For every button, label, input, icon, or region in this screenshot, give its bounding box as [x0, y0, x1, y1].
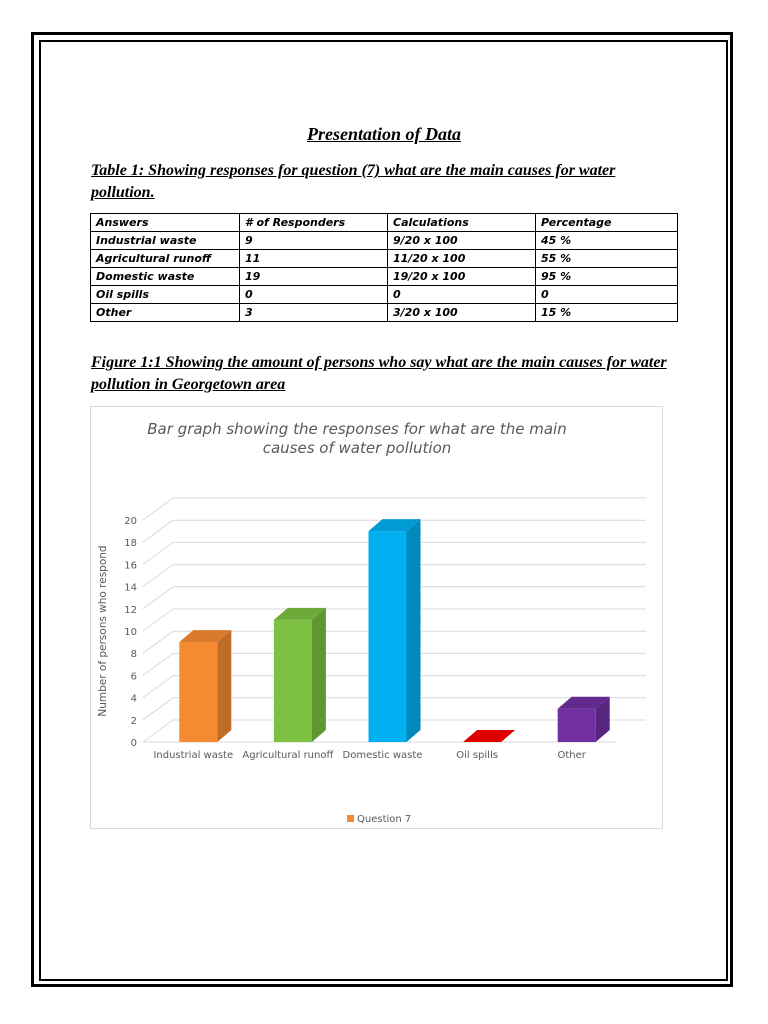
cell-answer: Industrial waste	[91, 232, 240, 250]
y-axis-label: Number of persons who respond	[97, 545, 109, 717]
legend-label: Question 7	[357, 814, 412, 825]
table-row	[91, 304, 678, 322]
header-calculations: Calculations	[388, 214, 536, 232]
cell-calculation: 0	[388, 286, 536, 304]
gridline-depth	[143, 653, 173, 675]
chart-title-line-1: Bar graph showing the responses for what are the main	[147, 420, 567, 438]
bar-front	[274, 620, 312, 742]
responses-table	[90, 213, 678, 322]
bar-chart	[90, 406, 663, 829]
chart-canvas	[91, 407, 664, 830]
y-tick-label: 16	[124, 560, 137, 572]
y-tick-label: 14	[124, 582, 137, 594]
y-tick-label: 8	[130, 649, 137, 661]
table-header-row	[91, 214, 678, 232]
cell-calculation: 3/20 x 100	[388, 304, 536, 322]
cell-responders: 0	[240, 286, 388, 304]
y-tick-label: 2	[130, 715, 137, 727]
y-tick-label: 6	[130, 671, 137, 683]
bar-front	[369, 531, 407, 742]
x-tick-label: Oil spills	[456, 750, 498, 761]
gridline-depth	[143, 720, 173, 742]
gridline-depth	[143, 587, 173, 609]
table-row	[91, 268, 678, 286]
table-row	[91, 250, 678, 268]
cell-responders: 19	[240, 268, 388, 286]
cell-responders: 11	[240, 250, 388, 268]
gridline-depth	[143, 698, 173, 720]
table-row	[91, 232, 678, 250]
header-responders: # of Responders	[240, 214, 388, 232]
x-tick-label: Domestic waste	[342, 750, 423, 761]
gridline-depth	[143, 676, 173, 698]
y-tick-label: 0	[130, 738, 137, 749]
gridline-depth	[143, 565, 173, 587]
gridline-depth	[143, 542, 173, 564]
cell-calculation: 19/20 x 100	[388, 268, 536, 286]
bar-side	[312, 608, 326, 742]
page-title: Presentation of Data	[306, 124, 461, 144]
cell-percentage: 45 %	[536, 232, 678, 250]
y-tick-label: 10	[124, 627, 137, 638]
gridline-depth	[143, 609, 173, 631]
cell-responders: 9	[240, 232, 388, 250]
table-caption: Table 1: Showing responses for question (7) what are the main causes for water pollution.	[91, 162, 616, 201]
bar-side	[217, 630, 231, 742]
table-row	[91, 286, 678, 304]
cell-percentage: 95 %	[536, 268, 678, 286]
gridline-depth	[143, 498, 173, 520]
header-answers: Answers	[91, 214, 240, 232]
cell-percentage: 15 %	[536, 304, 678, 322]
bar-front	[558, 709, 596, 742]
cell-answer: Oil spills	[91, 286, 240, 304]
y-tick-label: 20	[124, 516, 137, 527]
y-tick-label: 4	[130, 693, 137, 705]
cell-responders: 3	[240, 304, 388, 322]
bar-front	[179, 642, 217, 742]
figure-caption: Figure 1:1 Showing the amount of persons who say what are the main causes for water pollution in Georgetown area	[91, 354, 667, 393]
legend-swatch	[347, 815, 354, 822]
x-tick-label: Other	[557, 750, 586, 761]
cell-percentage: 0	[536, 286, 678, 304]
header-percentage: Percentage	[536, 214, 678, 232]
x-tick-label: Industrial waste	[153, 750, 234, 761]
cell-answer: Domestic waste	[91, 268, 240, 286]
cell-answer: Other	[91, 304, 240, 322]
cell-calculation: 11/20 x 100	[388, 250, 536, 268]
bar-top	[463, 730, 515, 742]
cell-answer: Agricultural runoff	[91, 250, 240, 268]
y-tick-label: 18	[124, 538, 137, 550]
bar-side	[407, 519, 421, 742]
gridline-depth	[143, 520, 173, 542]
cell-percentage: 55 %	[536, 250, 678, 268]
chart-title-line-2: causes of water pollution	[262, 439, 452, 457]
x-tick-label: Agricultural runoff	[242, 750, 334, 761]
y-tick-label: 12	[124, 604, 137, 616]
gridline-depth	[143, 631, 173, 653]
cell-calculation: 9/20 x 100	[388, 232, 536, 250]
